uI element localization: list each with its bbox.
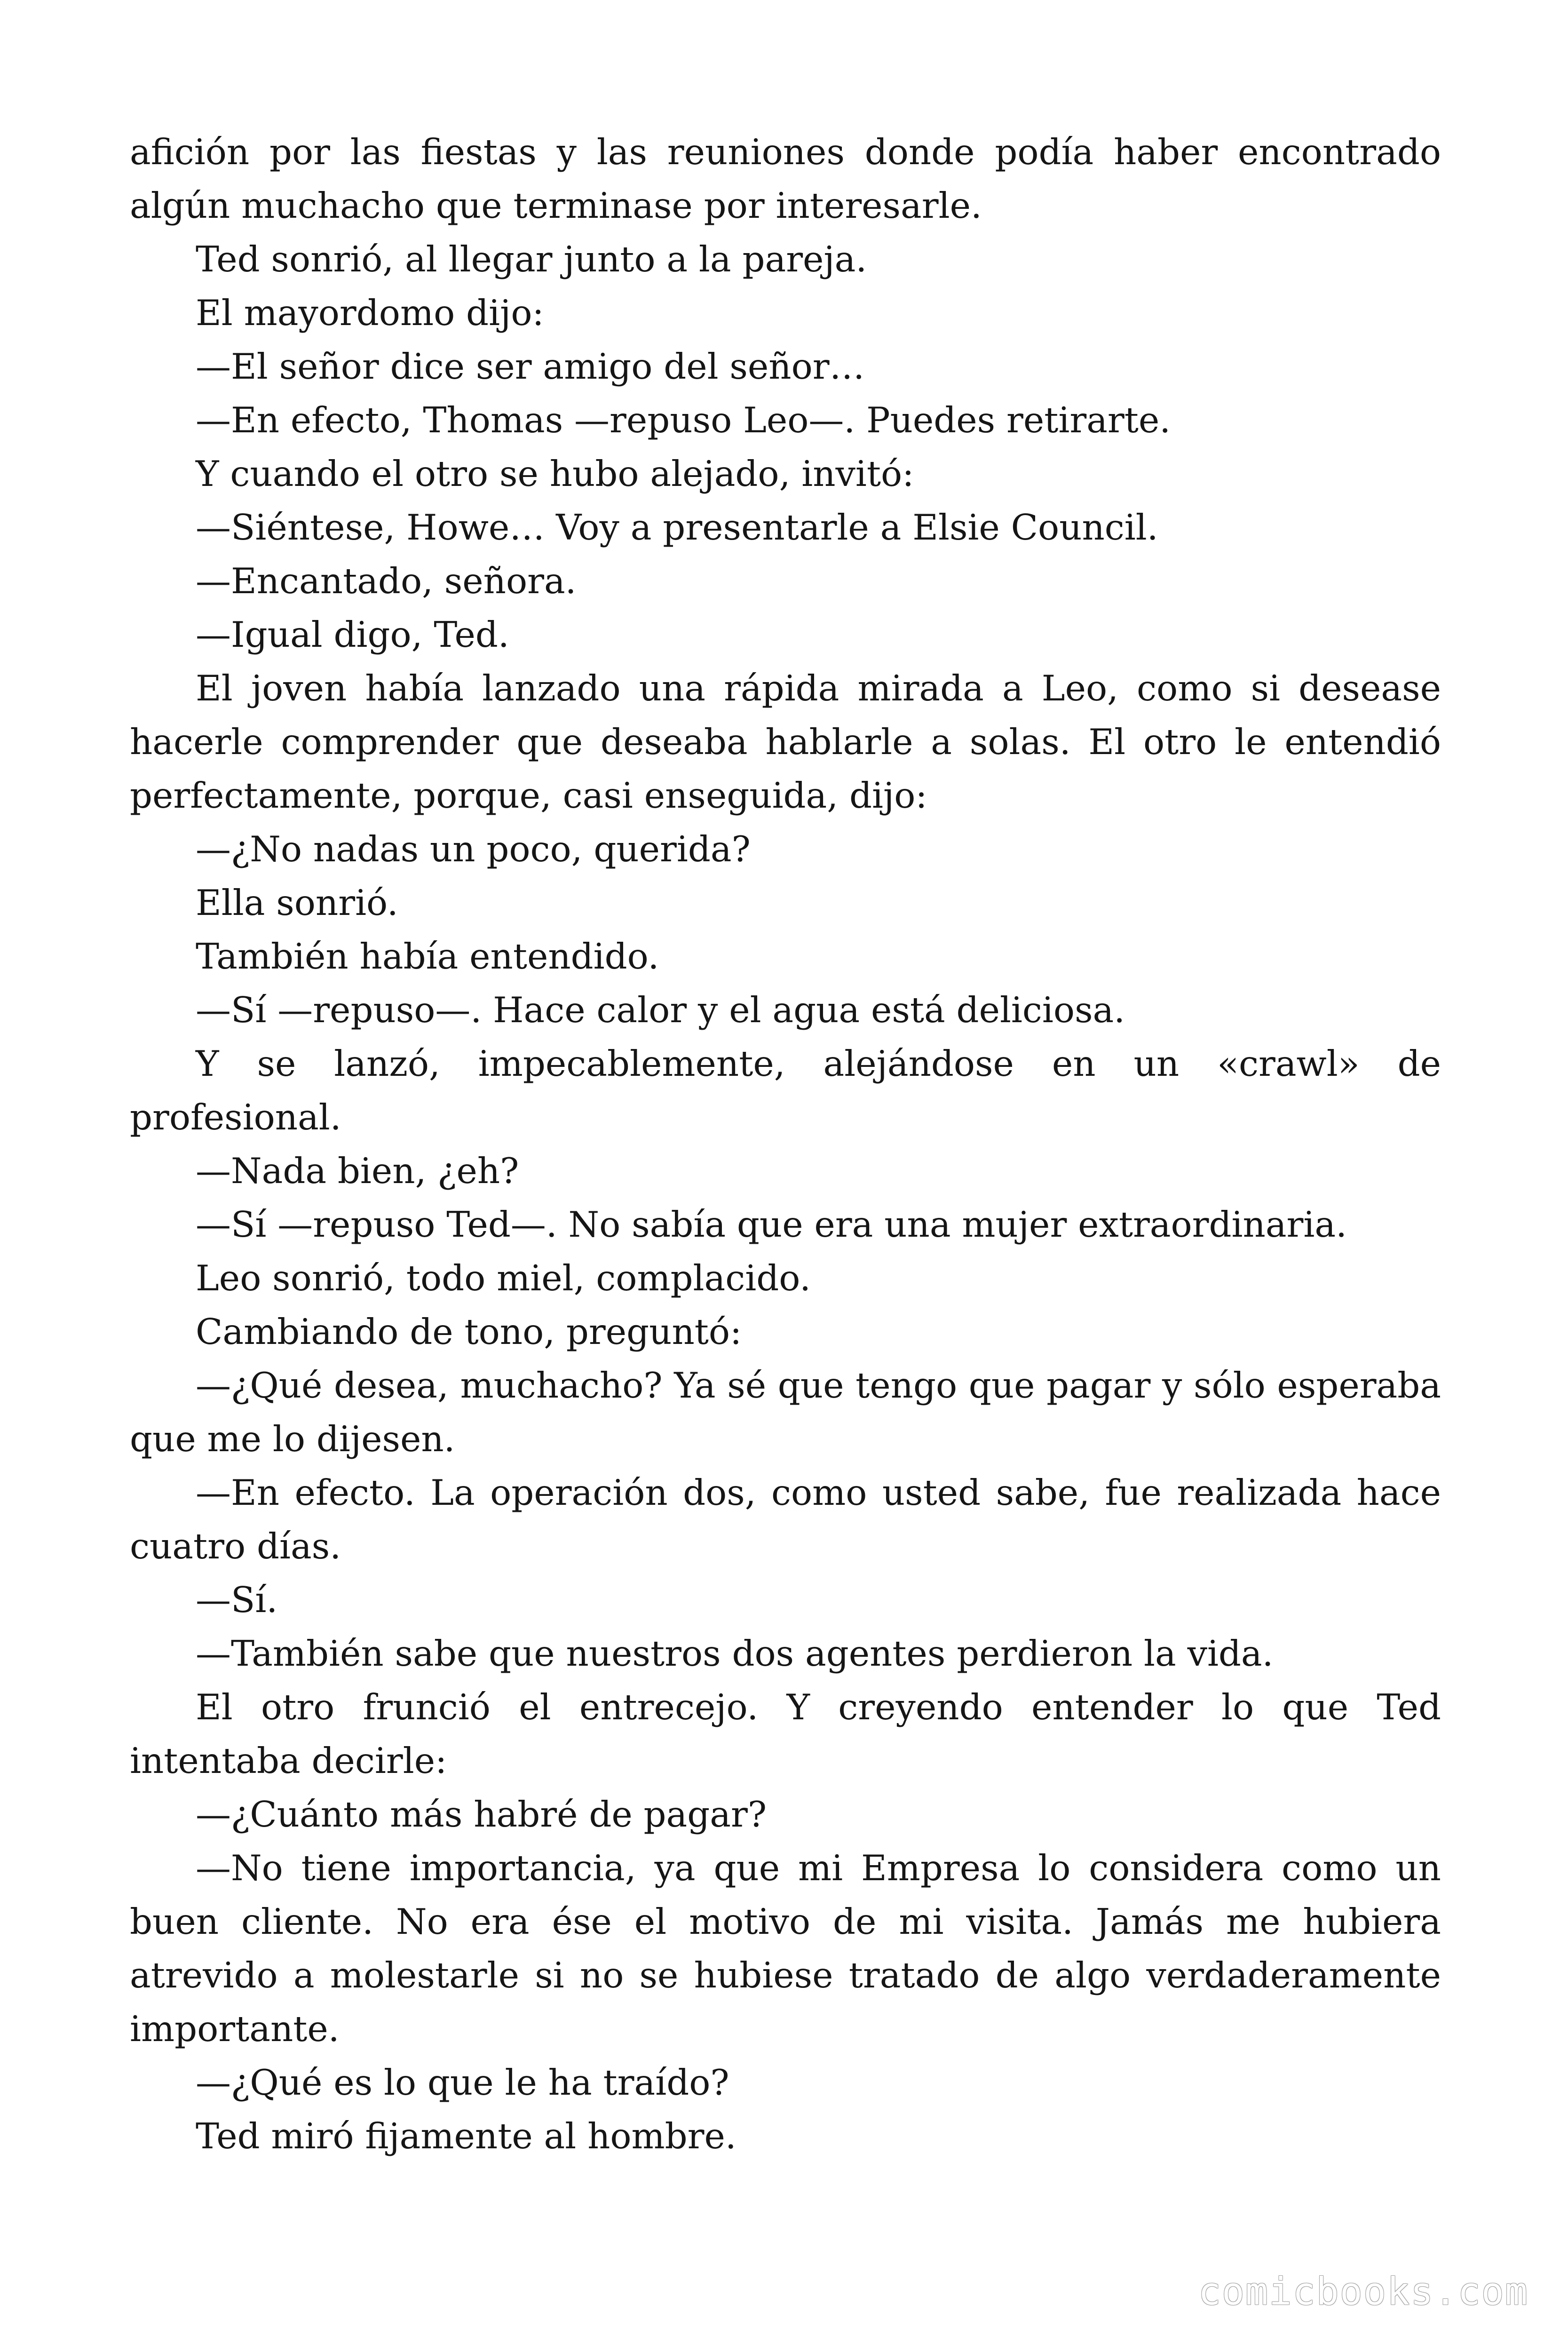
paragraph: —Sí —repuso—. Hace calor y el agua está deliciosa. (196, 989, 1125, 1031)
paragraph: Ella sonrió. (196, 882, 398, 923)
paragraph: El mayordomo dijo: (196, 292, 544, 334)
paragraph: —Nada bien, ¿eh? (196, 1150, 519, 1192)
paragraph: —El señor dice ser amigo del señor… (196, 346, 865, 387)
paragraph: —Igual digo, Ted. (196, 614, 509, 655)
paragraph: —¿Qué desea, muchacho? Ya sé que tengo que pagar y sólo esperaba que me lo dijesen. (130, 1365, 1441, 1460)
paragraph: —Siéntese, Howe… Voy a presentarle a Elsie Council. (196, 507, 1158, 548)
paragraph: —¿No nadas un poco, querida? (196, 828, 751, 870)
page-text-block (130, 125, 1441, 2163)
paragraph: Leo sonrió, todo miel, complacido. (196, 1257, 811, 1299)
paragraph: —¿Qué es lo que le ha traído? (196, 2062, 729, 2103)
paragraph: El otro frunció el entrecejo. Y creyendo entender lo que Ted intentaba decirle: (130, 1686, 1441, 1781)
paragraph: —En efecto. La operación dos, como usted sabe, fue realizada hace cuatro días. (130, 1472, 1441, 1567)
paragraph: Cambiando de tono, preguntó: (196, 1311, 742, 1352)
paragraph: afición por las fiestas y las reuniones donde podía haber encontrado algún muchacho que terminase por interesarle. (130, 131, 1441, 226)
paragraph: También había entendido. (196, 936, 659, 977)
paragraph: Ted miró fijamente al hombre. (196, 2115, 736, 2157)
watermark: comicbooks.com (1198, 2270, 1528, 2313)
paragraph: —Encantado, señora. (196, 560, 577, 602)
paragraph: Y se lanzó, impecablemente, alejándose en un «crawl» de profesional. (130, 1043, 1441, 1138)
paragraph: —Sí. (196, 1579, 278, 1621)
paragraph: —No tiene importancia, ya que mi Empresa lo considera como un buen cliente. No era ése el motivo de mi visita. Jamás me hubiera atrevido a molestarle si no se hubiese tratado de algo verdaderamente importante. (130, 1847, 1441, 2050)
paragraph: —¿Cuánto más habré de pagar? (196, 1794, 767, 1835)
paragraph: Y cuando el otro se hubo alejado, invitó: (196, 453, 914, 494)
paragraph: —También sabe que nuestros dos agentes perdieron la vida. (196, 1633, 1274, 1674)
paragraph: —En efecto, Thomas —repuso Leo—. Puedes retirarte. (196, 399, 1171, 441)
paragraph: —Sí —repuso Ted—. No sabía que era una mujer extraordinaria. (196, 1204, 1347, 1245)
paragraph: Ted sonrió, al llegar junto a la pareja. (196, 238, 867, 280)
paragraph: El joven había lanzado una rápida mirada a Leo, como si desease hacerle comprender que deseaba hablarle a solas. El otro le entendió perfectamente, porque, casi enseguida, dijo: (130, 667, 1441, 816)
